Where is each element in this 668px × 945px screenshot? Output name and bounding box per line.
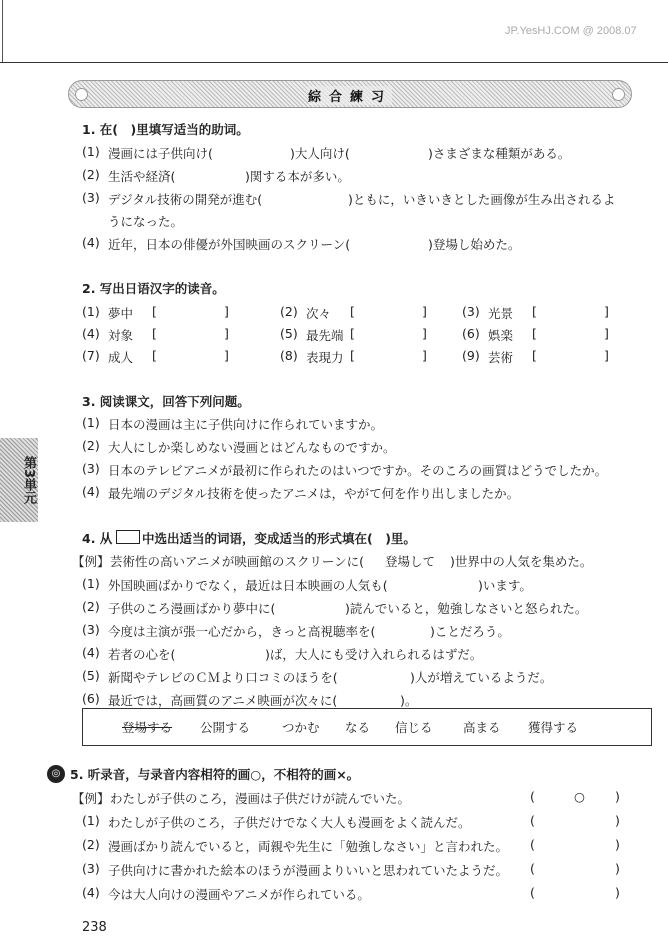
page-number: 238 xyxy=(82,920,107,935)
item-number: (3) xyxy=(82,622,100,637)
item-number: (6) xyxy=(462,326,480,341)
bracket: ] xyxy=(604,304,609,319)
bracket: [ xyxy=(532,326,537,341)
statement-text: 今は大人向けの漫画やアニメが作られている。 xyxy=(108,887,370,902)
item-text: )人が増えているようだ。 xyxy=(410,670,553,685)
item-number: (3) xyxy=(462,304,480,319)
bracket: [ xyxy=(152,348,157,363)
bracket: [ xyxy=(350,304,355,319)
item-text: )読んでいると，勉強しなさいと怒られた。 xyxy=(345,601,588,616)
statement-text: 子供向けに書かれた絵本のほうが漫画よりいいと思われていたようだ。 xyxy=(108,863,509,878)
bracket: [ xyxy=(532,348,537,363)
section-5-title: 5. 听录音，与录音内容相符的画○，不相符的画×。 xyxy=(70,767,360,782)
item-text: )大人向け( xyxy=(290,146,350,161)
paren: ) xyxy=(615,789,620,804)
word-choice-box xyxy=(82,708,652,746)
item-number: (9) xyxy=(462,348,480,363)
item-text: 若者の心を( xyxy=(108,647,176,662)
item-number: (7) xyxy=(82,348,100,363)
item-number: (1) xyxy=(82,813,100,828)
bracket: [ xyxy=(532,304,537,319)
item-number: (2) xyxy=(82,167,100,182)
word-choice: なる xyxy=(345,720,371,735)
item-number: (2) xyxy=(82,438,100,453)
item-text: 生活や経済( xyxy=(108,169,176,184)
word-choice: 信じる xyxy=(395,720,433,735)
item-number: (4) xyxy=(82,235,100,250)
example-text: 芸術性の高いアニメが映画館のスクリーンに( xyxy=(110,554,365,569)
cd-icon: ◎ xyxy=(47,765,65,783)
statement-text: 漫画ばかり読んでいると，両親や先生に「勉強しなさい」と言われた。 xyxy=(108,839,509,854)
item-text: )ともに，いきいきとした画像が生み出されるよ xyxy=(348,192,616,207)
margin-line xyxy=(2,0,3,62)
item-number: (4) xyxy=(82,326,100,341)
word-choice: 高まる xyxy=(463,720,501,735)
kanji-word: 光景 xyxy=(488,306,514,321)
item-number: (3) xyxy=(82,461,100,476)
example-answer: ○ xyxy=(574,789,585,804)
bracket: ] xyxy=(224,348,229,363)
item-text: 今度は主演が張一心だから，きっと高視聴率を( xyxy=(108,624,376,639)
item-number: (1) xyxy=(82,144,100,159)
word-choice: つかむ xyxy=(282,720,320,735)
item-number: (2) xyxy=(82,599,100,614)
item-number: (2) xyxy=(82,837,100,852)
answer-paren: ( xyxy=(530,885,535,900)
item-text: 新聞やテレビのＣＭより口コミのほうを( xyxy=(108,670,338,685)
item-number: (3) xyxy=(82,861,100,876)
item-number: (5) xyxy=(82,668,100,683)
bracket: ] xyxy=(224,304,229,319)
example-answer: 登場して xyxy=(385,554,436,569)
section-3-title: 3. 阅读课文，回答下列问题。 xyxy=(82,394,250,409)
item-number: (8) xyxy=(280,348,298,363)
bracket: ] xyxy=(422,348,427,363)
item-text: )ことだろう。 xyxy=(430,624,510,639)
header-rule xyxy=(0,62,668,63)
item-text: 最近では，高画質のアニメ映画が次々に( xyxy=(108,693,338,708)
statement-text: わたしが子供のころ，子供だけでなく大人も漫画をよく読んだ。 xyxy=(108,815,471,830)
section-1-title: 1. 在( )里填写适当的助词。 xyxy=(82,122,249,137)
item-text: )関する本が多い。 xyxy=(245,169,350,184)
answer-paren: ( xyxy=(530,837,535,852)
example-text: )世界中の人気を集めた。 xyxy=(450,554,593,569)
item-text: )。 xyxy=(400,693,418,708)
section-4-title: 中选出适当的词语，变成适当的形式填在( )里。 xyxy=(142,531,416,546)
blank-box-icon xyxy=(116,530,140,544)
kanji-word: 娯楽 xyxy=(488,328,514,343)
item-number: (2) xyxy=(280,304,298,319)
item-number: (4) xyxy=(82,645,100,660)
question-text: 大人にしか楽しめない漫画とはどんなものですか。 xyxy=(108,440,396,455)
item-number: (6) xyxy=(82,691,100,706)
bracket: [ xyxy=(350,326,355,341)
question-text: 最先端のデジタル技術を使ったアニメは，やがて何を作り出しましたか。 xyxy=(108,486,520,501)
kanji-word: 対象 xyxy=(108,328,134,343)
watermark: JP.YesHJ.COM @ 2008.07 xyxy=(505,25,637,37)
item-number: (1) xyxy=(82,415,100,430)
item-number: (4) xyxy=(82,484,100,499)
answer-paren: ) xyxy=(615,885,620,900)
answer-paren: ( xyxy=(530,861,535,876)
word-choice: 公開する xyxy=(200,720,251,735)
answer-paren: ( xyxy=(530,813,535,828)
bracket: [ xyxy=(350,348,355,363)
kanji-word: 最先端 xyxy=(306,328,344,343)
item-text: うになった。 xyxy=(108,214,184,229)
item-text: 近年，日本の俳優が外国映画のスクリーン( xyxy=(108,237,351,252)
paren: ( xyxy=(530,789,535,804)
answer-paren: ) xyxy=(615,837,620,852)
item-text: デジタル技術の開発が進む( xyxy=(108,192,263,207)
section-2-title: 2. 写出日语汉字的读音。 xyxy=(82,281,225,296)
item-number: (1) xyxy=(82,304,100,319)
item-text: 子供のころ漫画ばかり夢中に( xyxy=(108,601,276,616)
unit-side-tab: 第3単元 xyxy=(0,438,38,522)
item-text: )います。 xyxy=(478,578,532,593)
answer-paren: ) xyxy=(615,861,620,876)
section-banner xyxy=(68,80,632,108)
example-label: 【例】 xyxy=(72,554,110,569)
item-number: (1) xyxy=(82,576,100,591)
item-number: (3) xyxy=(82,190,100,205)
kanji-word: 夢中 xyxy=(108,306,134,321)
item-text: )登場し始めた。 xyxy=(428,237,521,252)
question-text: 日本の漫画は主に子供向けに作られていますか。 xyxy=(108,417,384,432)
word-choice: 登場する xyxy=(122,720,173,735)
item-number: (4) xyxy=(82,885,100,900)
example-label: 【例】 xyxy=(72,791,110,806)
item-text: )さまざまな種類がある。 xyxy=(428,146,571,161)
bracket: ] xyxy=(604,326,609,341)
kanji-word: 成人 xyxy=(108,350,134,365)
kanji-word: 表現力 xyxy=(306,350,344,365)
bracket: ] xyxy=(604,348,609,363)
word-choice: 獲得する xyxy=(528,720,579,735)
item-text: 漫画には子供向け( xyxy=(108,146,213,161)
answer-paren: ) xyxy=(615,813,620,828)
bracket: ] xyxy=(422,326,427,341)
kanji-word: 次々 xyxy=(306,306,332,321)
bracket: ] xyxy=(422,304,427,319)
example-text: わたしが子供のころ，漫画は子供だけが読んでいた。 xyxy=(110,791,411,806)
banner-title: 綜合練习 xyxy=(308,86,392,105)
item-text: 外国映画ばかりでなく，最近は日本映画の人気も( xyxy=(108,578,388,593)
section-4-title: 4. 从 xyxy=(82,531,113,546)
bracket: [ xyxy=(152,326,157,341)
question-text: 日本のテレビアニメが最初に作られたのはいつですか。そのころの画質はどうでしたか。 xyxy=(108,463,608,478)
item-number: (5) xyxy=(280,326,298,341)
bracket: ] xyxy=(224,326,229,341)
bracket: [ xyxy=(152,304,157,319)
kanji-word: 芸術 xyxy=(488,350,514,365)
item-text: )ば，大人にも受け入れられるはずだ。 xyxy=(265,647,483,662)
